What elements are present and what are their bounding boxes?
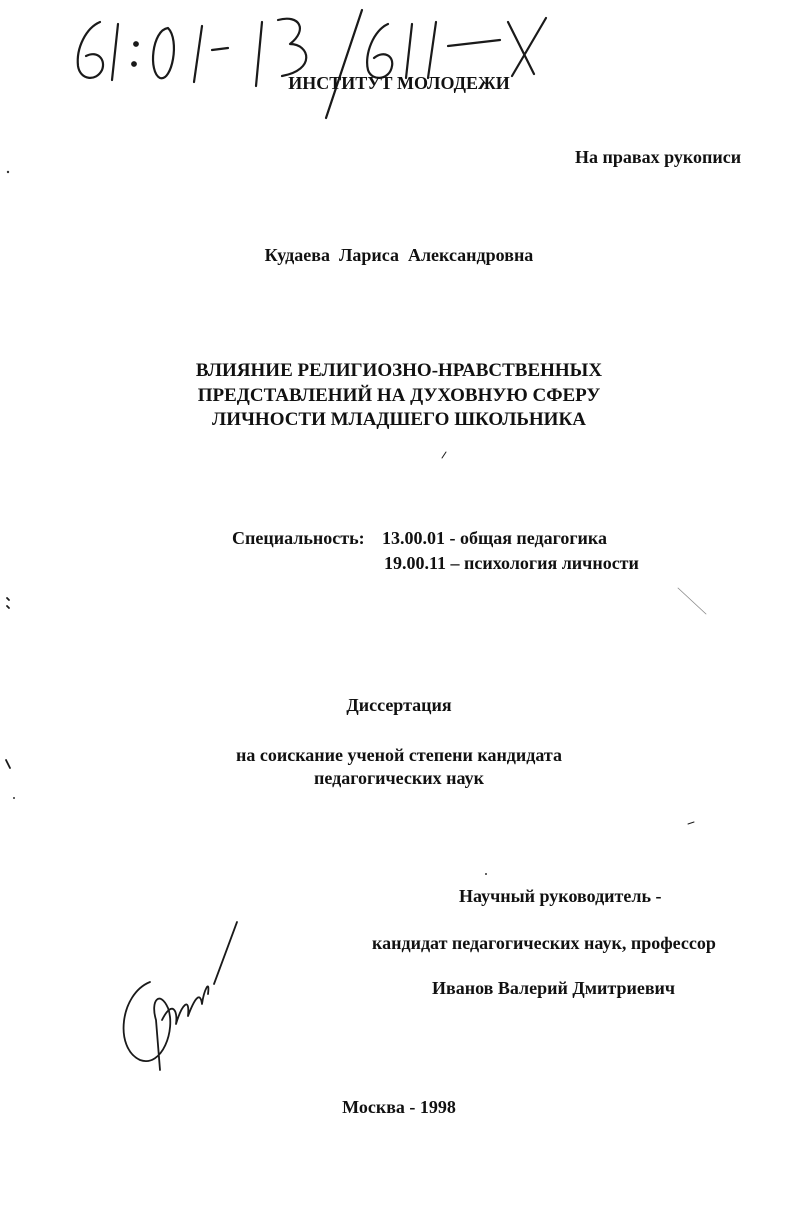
manuscript-rights-note: На правах рукописи [575, 147, 742, 167]
supervisor-label: Научный руководитель - [459, 886, 662, 906]
title-line-1: ВЛИЯНИЕ РЕЛИГИОЗНО-НРАВСТВЕННЫХ [195, 360, 603, 381]
city-year: Москва - 1998 [342, 1097, 456, 1117]
degree-line-1: на соискание ученой степени кандидата [235, 745, 562, 765]
title-line-3: ЛИЧНОСТИ МЛАДШЕГО ШКОЛЬНИКА [212, 409, 586, 430]
institution-name: ИНСТИТУТ МОЛОДЕЖИ [288, 73, 510, 93]
supervisor-name: Иванов Валерий Дмитриевич [432, 978, 676, 998]
document-type: Диссертация [346, 695, 452, 715]
signature-loop [124, 982, 171, 1070]
supervisor-credentials: кандидат педагогических наук, профессор [372, 933, 716, 953]
specialty-code-2: 19.00.11 – психология личности [384, 553, 639, 573]
specialty-label: Специальность: [232, 528, 365, 548]
degree-line-2: педагогических наук [314, 768, 484, 788]
author-name: Кудаева Лариса Александровна [264, 245, 534, 265]
title-line-2: ПРЕДСТАВЛЕНИЙ НА ДУХОВНУЮ СФЕРУ [197, 385, 601, 406]
specialty-code-1: 13.00.01 - общая педагогика [382, 528, 608, 548]
signature-stroke [214, 922, 237, 984]
signature-scribble [162, 986, 208, 1024]
